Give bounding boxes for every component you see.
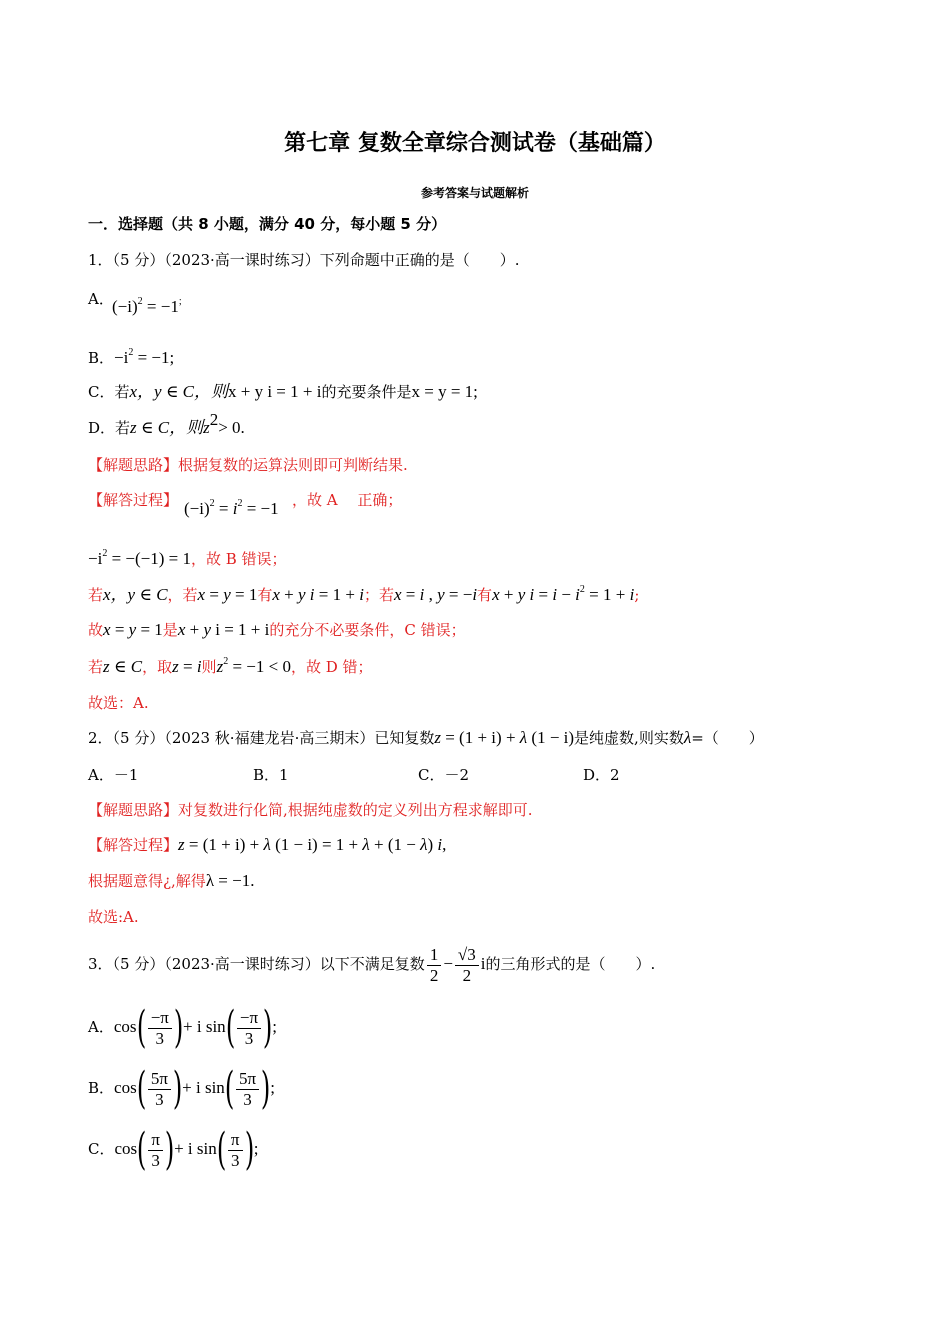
q2-answer: 故选:A. <box>88 908 139 926</box>
q3-stem: 3．（5 分）（2023·高一课时练习）以下不满足复数 $\frac{1}{2}$ − $\frac{√3}{2}$ i的三角形式的是（ ）. <box>88 944 656 985</box>
q1-process-tail1: ，故 A 正确； <box>292 491 403 509</box>
q1-process-line3: 若x，y ∈ C，若x = y = 1有x + y i = 1 + i；若x = i , y = −i有x + y $i = i - i^2 = 1 + i$; <box>88 584 640 604</box>
q2-process: 【解答过程】z = (1 + i) + λ (1 − i) = 1 + λ + (1 − λ) i, <box>88 835 447 854</box>
q3-option-a: A．cos( $\frac{-\pi}{3}$ )+ i sin( $\frac{-\pi}{3}$ ); <box>88 1002 277 1053</box>
q1-option-d: D．若z ∈ C，则$z^2> 0$. <box>88 410 245 437</box>
q2-stem: 2．（5 分）（2023 秋·福建龙岩·高三期末）已知复数z = (1 + i) + λ (1 − i)是纯虚数,则实数λ=（ ） <box>88 728 764 747</box>
q1-option-a: A． <box>88 290 114 308</box>
q1-process-line5: 若z ∈ C，取z = i则$z^2 = -1 < 0$，故 D 错； <box>88 656 373 676</box>
q1-option-b: B．$-i^2 = -1$; <box>88 347 175 367</box>
q1-process-line2: $-i^2 = -(-1) = 1$，故 B 错误； <box>88 548 287 568</box>
q1-option-a-math: $(-i)^2 = -1^;$ <box>112 296 182 316</box>
q1-option-c: C．若x，y ∈ C，则x + y i = 1 + i的充要条件是x = y = 1; <box>88 382 478 401</box>
page-subtitle: 参考答案与试题解析 <box>420 186 529 200</box>
q2-option-b: B．1 <box>253 766 289 784</box>
q1-stem: 1．（5 分）（2023·高一课时练习）下列命题中正确的是（ ）. <box>88 251 520 269</box>
q2-idea: 【解题思路】对复数进行化简,根据纯虚数的定义列出方程求解即可. <box>88 801 533 819</box>
q1-idea: 【解题思路】根据复数的运算法则即可判断结果. <box>88 456 408 474</box>
page-title: 第七章 复数全章综合测试卷（基础篇） <box>284 131 666 156</box>
q1-process-math1: $(-i)^2 = i^2 = -1$ <box>184 498 279 518</box>
q2-meaning: 根据题意得¿,解得λ = −1. <box>88 871 255 890</box>
q1-process-line4: 故x = y = 1是x + y i = 1 + i的充分不必要条件，C 错误； <box>88 620 466 639</box>
q2-option-a: A．－1 <box>88 766 139 784</box>
q2-option-c: C．－2 <box>418 766 470 784</box>
q3-option-b: B．cos( $\frac{5\pi}{3}$ )+ i sin( $\frac{5\pi}{3}$ ); <box>88 1063 275 1114</box>
q3-option-c: C．cos( $\frac{\pi}{3}$ )+ i sin( $\frac{\pi}{3}$ ); <box>88 1124 259 1175</box>
q2-option-d: D．2 <box>583 766 620 784</box>
q2-options <box>88 764 748 786</box>
q1-process-line1: 【解答过程】 <box>88 491 179 509</box>
q1-answer: 故选：A. <box>88 694 149 712</box>
section-heading: 一．选择题（共 8 小题，满分 40 分，每小题 5 分） <box>88 215 447 233</box>
